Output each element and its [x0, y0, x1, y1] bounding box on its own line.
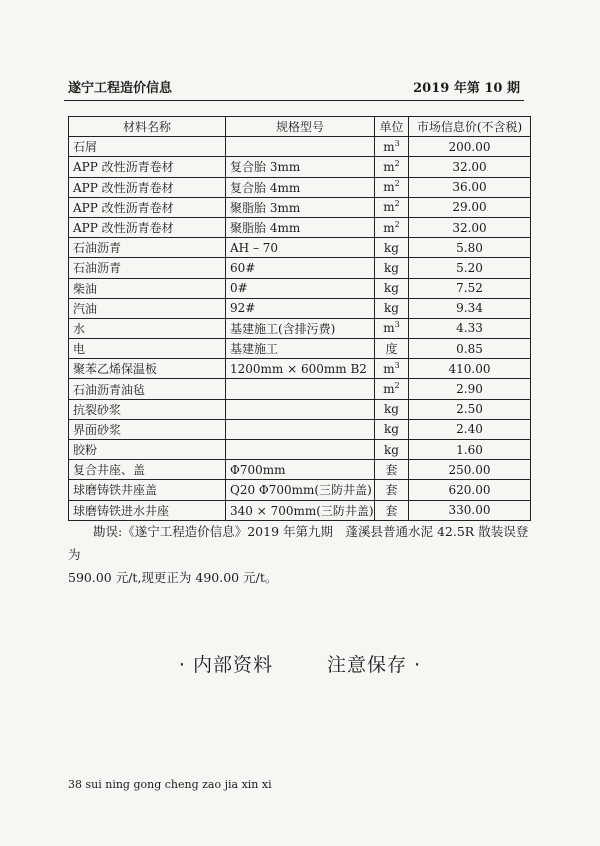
cell-spec: 1200mm × 600mm B2 [226, 359, 375, 379]
cell-price: 620.00 [409, 480, 531, 500]
cell-material-name: 胶粉 [69, 440, 226, 460]
unit-exponent: 3 [394, 320, 400, 330]
unit-text: 套 [385, 483, 398, 498]
column-header-unit: 单位 [375, 117, 409, 137]
table-row [69, 238, 531, 258]
cell-material-name: 球磨铸铁井座盖 [69, 480, 226, 500]
cell-spec: 聚脂胎 3mm [226, 197, 375, 217]
cell-price: 250.00 [409, 460, 531, 480]
cell-unit [375, 480, 409, 500]
unit-text: m [383, 361, 395, 376]
cell-spec: 基建施工(含排污费) [226, 318, 375, 338]
table-row [69, 137, 531, 157]
cell-unit [375, 258, 409, 278]
unit-text: 套 [385, 463, 398, 478]
cell-unit [375, 238, 409, 258]
cell-spec [226, 419, 375, 439]
unit-text: 套 [385, 503, 398, 518]
cell-price: 2.50 [409, 399, 531, 419]
table-row [69, 258, 531, 278]
cell-material-name: 石油沥青油毡 [69, 379, 226, 399]
cell-price: 2.40 [409, 419, 531, 439]
table-row [69, 440, 531, 460]
unit-text: kg [384, 281, 399, 296]
unit-text: kg [384, 442, 399, 457]
cell-price: 5.20 [409, 258, 531, 278]
cell-unit [375, 298, 409, 318]
cell-material-name: 柴油 [69, 278, 226, 298]
cell-material-name: 界面砂浆 [69, 419, 226, 439]
table-row [69, 359, 531, 379]
unit-exponent: 2 [394, 199, 400, 209]
cell-price: 5.80 [409, 238, 531, 258]
table-row [69, 217, 531, 237]
unit-exponent: 3 [394, 360, 400, 370]
cell-material-name: APP 改性沥青卷材 [69, 177, 226, 197]
unit-text: m [383, 382, 395, 397]
cell-spec: 复合胎 4mm [226, 177, 375, 197]
cell-spec [226, 379, 375, 399]
cell-unit [375, 318, 409, 338]
cell-spec: Q20 Φ700mm(三防井盖) [226, 480, 375, 500]
table-body [69, 137, 531, 521]
table-row [69, 157, 531, 177]
unit-text: kg [384, 260, 399, 275]
unit-exponent: 2 [394, 179, 400, 189]
cell-unit [375, 217, 409, 237]
erratum-note [68, 520, 530, 589]
cell-spec: 复合胎 3mm [226, 157, 375, 177]
unit-text: kg [384, 240, 399, 255]
cell-material-name: 电 [69, 339, 226, 359]
cell-unit [375, 137, 409, 157]
cell-price: 32.00 [409, 217, 531, 237]
unit-exponent: 2 [394, 158, 400, 168]
unit-text: 度 [385, 342, 398, 357]
table-row [69, 500, 531, 520]
cell-spec: Φ700mm [226, 460, 375, 480]
unit-text: m [383, 159, 395, 174]
column-header-spec: 规格型号 [226, 117, 375, 137]
cell-unit [375, 197, 409, 217]
unit-text: kg [384, 301, 399, 316]
table-row [69, 177, 531, 197]
cell-spec: 聚脂胎 4mm [226, 217, 375, 237]
cell-material-name: 复合井座、盖 [69, 460, 226, 480]
cell-spec: 0# [226, 278, 375, 298]
cell-unit [375, 460, 409, 480]
cell-spec: 60# [226, 258, 375, 278]
unit-text: m [383, 321, 395, 336]
cell-material-name: 石油沥青 [69, 258, 226, 278]
table-row [69, 197, 531, 217]
publication-title: 遂宁工程造价信息 [68, 81, 173, 96]
cell-unit [375, 278, 409, 298]
table-row [69, 339, 531, 359]
cell-unit [375, 359, 409, 379]
cell-material-name: APP 改性沥青卷材 [69, 217, 226, 237]
table-row [69, 298, 531, 318]
cell-material-name: APP 改性沥青卷材 [69, 157, 226, 177]
table-row [69, 480, 531, 500]
table-header-row [69, 117, 531, 137]
cell-spec: 340 × 700mm(三防井盖) [226, 500, 375, 520]
price-table [68, 116, 531, 521]
page-footer: 38 sui ning gong cheng zao jia xin xi [68, 778, 272, 791]
unit-exponent: 2 [394, 219, 400, 229]
internal-material-notice [0, 650, 600, 677]
unit-exponent: 2 [394, 381, 400, 391]
cell-unit [375, 440, 409, 460]
cell-price: 7.52 [409, 278, 531, 298]
unit-text: m [383, 180, 395, 195]
cell-material-name: 石屑 [69, 137, 226, 157]
table-row [69, 278, 531, 298]
cell-spec [226, 137, 375, 157]
unit-exponent: 3 [394, 138, 400, 148]
cell-unit [375, 177, 409, 197]
table-row [69, 460, 531, 480]
cell-unit [375, 157, 409, 177]
cell-unit [375, 339, 409, 359]
unit-text: kg [384, 402, 399, 417]
cell-material-name: 汽油 [69, 298, 226, 318]
cell-spec: 基建施工 [226, 339, 375, 359]
cell-price: 36.00 [409, 177, 531, 197]
cell-price: 4.33 [409, 318, 531, 338]
erratum-line-2: 590.00 元/t,现更正为 490.00 元/t。 [68, 570, 278, 585]
cell-price: 2.90 [409, 379, 531, 399]
cell-price: 32.00 [409, 157, 531, 177]
cell-spec [226, 440, 375, 460]
notice-right: 注意保存 · [327, 654, 422, 676]
column-header-name: 材料名称 [69, 117, 226, 137]
column-header-price: 市场信息价(不含税) [409, 117, 531, 137]
running-header [68, 76, 520, 96]
cell-price: 200.00 [409, 137, 531, 157]
table-row [69, 419, 531, 439]
header-rule [64, 100, 524, 101]
cell-price: 1.60 [409, 440, 531, 460]
cell-price: 0.85 [409, 339, 531, 359]
unit-text: m [383, 139, 395, 154]
cell-material-name: 抗裂砂浆 [69, 399, 226, 419]
table-row [69, 318, 531, 338]
cell-price: 330.00 [409, 500, 531, 520]
cell-unit [375, 399, 409, 419]
cell-material-name: 水 [69, 318, 226, 338]
cell-price: 410.00 [409, 359, 531, 379]
cell-spec [226, 399, 375, 419]
cell-material-name: APP 改性沥青卷材 [69, 197, 226, 217]
cell-spec: 92# [226, 298, 375, 318]
notice-left: · 内部资料 [178, 654, 273, 676]
table-row [69, 399, 531, 419]
unit-text: kg [384, 422, 399, 437]
issue-number: 2019 年第 10 期 [413, 81, 520, 96]
cell-spec: AH – 70 [226, 238, 375, 258]
cell-unit [375, 500, 409, 520]
cell-material-name: 石油沥青 [69, 238, 226, 258]
cell-price: 9.34 [409, 298, 531, 318]
cell-price: 29.00 [409, 197, 531, 217]
table-row [69, 379, 531, 399]
cell-unit [375, 379, 409, 399]
cell-material-name: 球磨铸铁进水井座 [69, 500, 226, 520]
unit-text: m [383, 200, 395, 215]
cell-material-name: 聚苯乙烯保温板 [69, 359, 226, 379]
cell-unit [375, 419, 409, 439]
unit-text: m [383, 220, 395, 235]
erratum-line-1: 勘误:《遂宁工程造价信息》2019 年第九期 蓬溪县普通水泥 42.5R 散装误登为 [68, 524, 529, 562]
